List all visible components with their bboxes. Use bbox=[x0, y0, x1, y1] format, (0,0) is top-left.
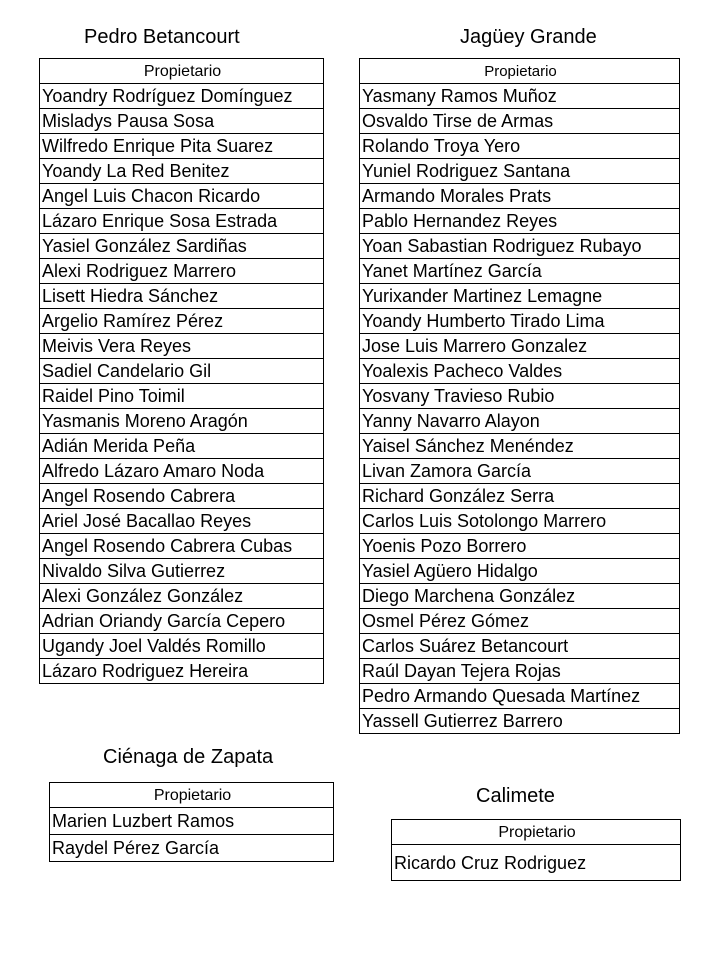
owner-name: Pablo Hernandez Reyes bbox=[360, 209, 680, 234]
table-row bbox=[40, 84, 324, 109]
owner-name: Yasiel González Sardiñas bbox=[40, 234, 324, 259]
owner-name: Raúl Dayan Tejera Rojas bbox=[360, 659, 680, 684]
owner-name: Yasmany Ramos Muñoz bbox=[360, 84, 680, 109]
owner-name: Marien Luzbert Ramos bbox=[50, 808, 334, 835]
section-title-calimete: Calimete bbox=[476, 785, 555, 807]
table-row bbox=[360, 309, 680, 334]
table-row bbox=[40, 209, 324, 234]
table-row bbox=[360, 409, 680, 434]
table-row bbox=[40, 659, 324, 684]
table-row bbox=[392, 845, 681, 881]
table-row bbox=[40, 184, 324, 209]
owner-name: Yoenis Pozo Borrero bbox=[360, 534, 680, 559]
owner-name: Ugandy Joel Valdés Romillo bbox=[40, 634, 324, 659]
table-row bbox=[40, 609, 324, 634]
owner-name: Jose Luis Marrero Gonzalez bbox=[360, 334, 680, 359]
table-row bbox=[360, 109, 680, 134]
owner-name: Rolando Troya Yero bbox=[360, 134, 680, 159]
column-header: Propietario bbox=[360, 59, 680, 84]
owner-name: Diego Marchena González bbox=[360, 584, 680, 609]
owner-name: Yuniel Rodriguez Santana bbox=[360, 159, 680, 184]
owner-name: Lázaro Rodriguez Hereira bbox=[40, 659, 324, 684]
table-row bbox=[360, 559, 680, 584]
owner-name: Raydel Pérez García bbox=[50, 835, 334, 862]
owner-name: Yassell Gutierrez Barrero bbox=[360, 709, 680, 734]
section-title-pedro-betancourt: Pedro Betancourt bbox=[84, 26, 240, 48]
table-row bbox=[40, 484, 324, 509]
table-row bbox=[40, 284, 324, 309]
owner-name: Richard González Serra bbox=[360, 484, 680, 509]
owner-name: Angel Luis Chacon Ricardo bbox=[40, 184, 324, 209]
owner-name: Meivis Vera Reyes bbox=[40, 334, 324, 359]
table-row bbox=[360, 184, 680, 209]
owner-name: Ricardo Cruz Rodriguez bbox=[392, 845, 681, 881]
owner-name: Yoan Sabastian Rodriguez Rubayo bbox=[360, 234, 680, 259]
owner-name: Lisett Hiedra Sánchez bbox=[40, 284, 324, 309]
table-row bbox=[40, 134, 324, 159]
owner-name: Pedro Armando Quesada Martínez bbox=[360, 684, 680, 709]
table-row bbox=[360, 684, 680, 709]
owner-name: Ariel José Bacallao Reyes bbox=[40, 509, 324, 534]
table-row bbox=[40, 584, 324, 609]
table-row bbox=[360, 584, 680, 609]
table-row bbox=[40, 409, 324, 434]
table-row bbox=[360, 84, 680, 109]
section-title-jaguey-grande: Jagüey Grande bbox=[460, 26, 597, 48]
owners-table-cienaga-de-zapata bbox=[49, 782, 334, 862]
owner-name: Osvaldo Tirse de Armas bbox=[360, 109, 680, 134]
table-row bbox=[360, 159, 680, 184]
owner-name: Wilfredo Enrique Pita Suarez bbox=[40, 134, 324, 159]
table-row bbox=[40, 259, 324, 284]
owner-name: Yanny Navarro Alayon bbox=[360, 409, 680, 434]
table-row bbox=[360, 484, 680, 509]
owners-table-calimete bbox=[391, 819, 681, 881]
owner-name: Raidel Pino Toimil bbox=[40, 384, 324, 409]
owner-name: Yasmanis Moreno Aragón bbox=[40, 409, 324, 434]
table-row bbox=[40, 159, 324, 184]
owner-name: Adián Merida Peña bbox=[40, 434, 324, 459]
table-row bbox=[360, 659, 680, 684]
column-header: Propietario bbox=[40, 59, 324, 84]
owner-name: Yasiel Agüero Hidalgo bbox=[360, 559, 680, 584]
owner-name: Armando Morales Prats bbox=[360, 184, 680, 209]
owner-name: Yoandy Humberto Tirado Lima bbox=[360, 309, 680, 334]
table-row bbox=[40, 534, 324, 559]
table-row bbox=[360, 359, 680, 384]
table-row bbox=[40, 434, 324, 459]
table-row bbox=[360, 384, 680, 409]
owner-name: Osmel Pérez Gómez bbox=[360, 609, 680, 634]
owners-table-pedro-betancourt bbox=[39, 58, 324, 684]
owner-name: Carlos Suárez Betancourt bbox=[360, 634, 680, 659]
owner-name: Yurixander Martinez Lemagne bbox=[360, 284, 680, 309]
table-row bbox=[40, 459, 324, 484]
table-row bbox=[40, 359, 324, 384]
table-row bbox=[360, 259, 680, 284]
table-row bbox=[360, 234, 680, 259]
owner-name: Nivaldo Silva Gutierrez bbox=[40, 559, 324, 584]
table-row bbox=[360, 534, 680, 559]
owner-name: Sadiel Candelario Gil bbox=[40, 359, 324, 384]
column-header: Propietario bbox=[50, 783, 334, 808]
owners-table-jaguey-grande bbox=[359, 58, 680, 734]
table-row bbox=[40, 559, 324, 584]
owner-name: Angel Rosendo Cabrera Cubas bbox=[40, 534, 324, 559]
table-row bbox=[360, 434, 680, 459]
table-row bbox=[360, 334, 680, 359]
table-row bbox=[360, 209, 680, 234]
owner-name: Alexi González González bbox=[40, 584, 324, 609]
section-title-cienaga-de-zapata: Ciénaga de Zapata bbox=[103, 746, 274, 768]
table-row bbox=[40, 384, 324, 409]
table-row bbox=[50, 835, 334, 862]
owner-name: Lázaro Enrique Sosa Estrada bbox=[40, 209, 324, 234]
table-row bbox=[40, 309, 324, 334]
owner-name: Carlos Luis Sotolongo Marrero bbox=[360, 509, 680, 534]
table-row bbox=[360, 284, 680, 309]
column-header: Propietario bbox=[392, 820, 681, 845]
table-row bbox=[40, 509, 324, 534]
table-row bbox=[360, 459, 680, 484]
table-row bbox=[40, 634, 324, 659]
table-row bbox=[40, 234, 324, 259]
owner-name: Yoandy La Red Benitez bbox=[40, 159, 324, 184]
owner-name: Adrian Oriandy García Cepero bbox=[40, 609, 324, 634]
table-row bbox=[50, 808, 334, 835]
owner-name: Yanet Martínez García bbox=[360, 259, 680, 284]
owner-name: Alfredo Lázaro Amaro Noda bbox=[40, 459, 324, 484]
owner-name: Misladys Pausa Sosa bbox=[40, 109, 324, 134]
table-row bbox=[360, 709, 680, 734]
table-row bbox=[40, 334, 324, 359]
owner-name: Angel Rosendo Cabrera bbox=[40, 484, 324, 509]
owner-name: Yaisel Sánchez Menéndez bbox=[360, 434, 680, 459]
owner-name: Alexi Rodriguez Marrero bbox=[40, 259, 324, 284]
table-row bbox=[40, 109, 324, 134]
owner-name: Yosvany Travieso Rubio bbox=[360, 384, 680, 409]
table-row bbox=[360, 634, 680, 659]
owner-name: Yoalexis Pacheco Valdes bbox=[360, 359, 680, 384]
owner-name: Livan Zamora García bbox=[360, 459, 680, 484]
table-row bbox=[360, 509, 680, 534]
table-row bbox=[360, 609, 680, 634]
owner-name: Argelio Ramírez Pérez bbox=[40, 309, 324, 334]
owner-name: Yoandry Rodríguez Domínguez bbox=[40, 84, 324, 109]
table-row bbox=[360, 134, 680, 159]
